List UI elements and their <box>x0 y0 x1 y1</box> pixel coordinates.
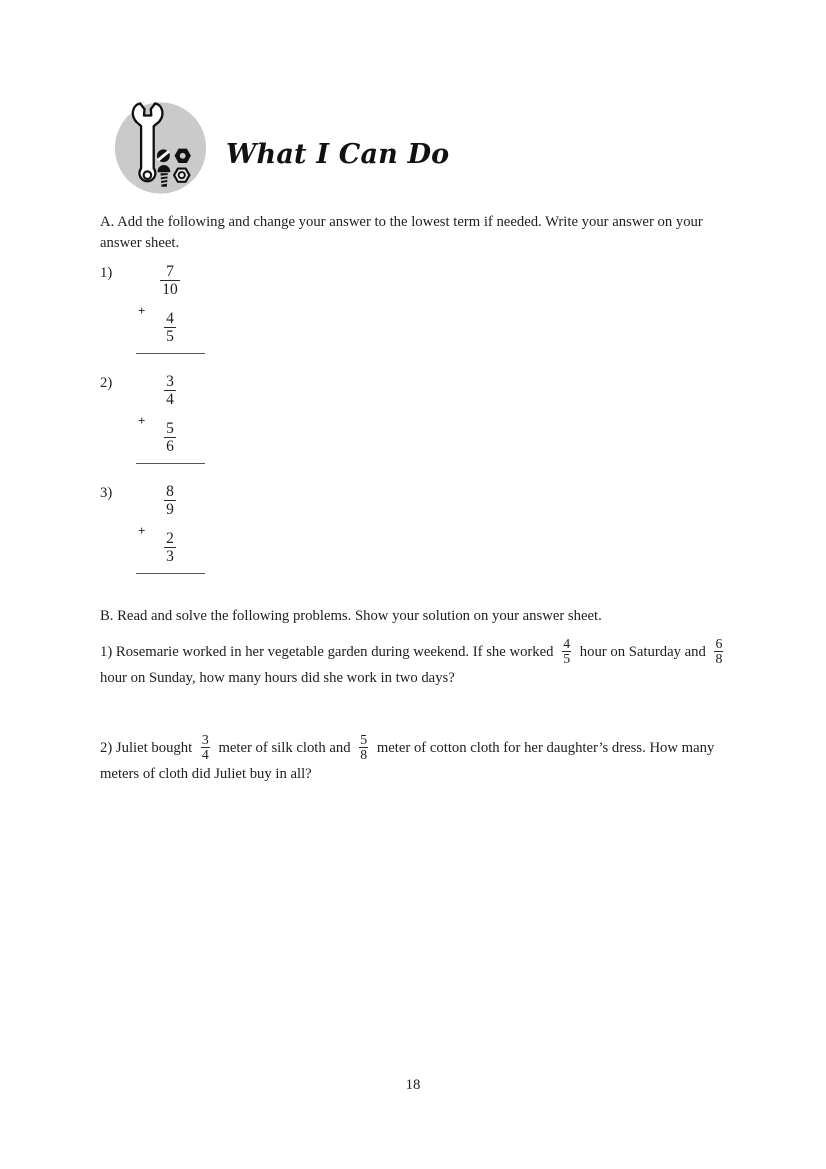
hex-nut-hole <box>180 153 186 159</box>
fraction-addend-1 <box>148 483 192 518</box>
fraction-addend-1 <box>148 373 192 408</box>
denominator: 8 <box>715 651 723 667</box>
addition-problem-2 <box>100 373 250 473</box>
denominator: 4 <box>201 747 209 763</box>
denominator: 4 <box>166 391 174 409</box>
denominator: 5 <box>563 651 571 667</box>
wrench-hole <box>144 171 152 179</box>
numerator: 4 <box>166 310 174 327</box>
inline-fraction <box>714 637 723 666</box>
problem-text: hour on Sunday, how many hours did she work in two days? <box>100 670 455 687</box>
page-number: 18 <box>405 1077 421 1093</box>
numerator: 8 <box>166 483 174 500</box>
denominator: 6 <box>166 438 174 456</box>
numerator: 3 <box>166 373 174 390</box>
answer-line <box>136 573 205 574</box>
wrench-and-nuts-icon <box>112 99 209 197</box>
problem-number: 2) <box>100 375 113 391</box>
fraction-addend-2 <box>148 310 192 345</box>
denominator: 10 <box>162 281 178 299</box>
word-problem-1 <box>100 638 734 689</box>
fraction-addend-2 <box>148 530 192 565</box>
inline-fraction <box>562 637 571 666</box>
denominator: 5 <box>166 328 174 346</box>
inline-fraction <box>201 733 210 762</box>
fraction-addend-1 <box>148 263 192 298</box>
section-b-instruction: B. Read and solve the following problems. Show your solution on your answer sheet. <box>100 608 602 624</box>
problem-text: meter of cotton cloth for her daughter’s dress. How many meters of cloth did Juliet buy in all? <box>100 739 715 783</box>
numerator: 7 <box>166 263 174 280</box>
problem-number: 3) <box>100 485 113 501</box>
page-title: What I Can Do <box>226 139 450 170</box>
plus-operator: + <box>138 413 146 428</box>
answer-line <box>136 353 205 354</box>
numerator: 6 <box>715 636 723 651</box>
bolt-thread <box>161 176 168 177</box>
bolt-thread <box>161 179 167 180</box>
section-a-instruction: A. Add the following and change your answer to the lowest term if needed. Write your answer on your answer sheet. <box>100 214 703 252</box>
word-problem-2 <box>100 734 734 785</box>
outline-hex-nut-hole <box>179 172 185 178</box>
addition-problem-3 <box>100 483 250 583</box>
denominator: 8 <box>360 747 368 763</box>
numerator: 3 <box>201 732 209 747</box>
problem-text: meter of silk cloth and <box>218 739 351 756</box>
numerator: 5 <box>360 732 368 747</box>
denominator: 9 <box>166 501 174 519</box>
numerator: 5 <box>166 420 174 437</box>
problem-text: 2) Juliet bought <box>100 739 193 756</box>
problem-text: hour on Saturday and <box>579 643 706 660</box>
plus-operator: + <box>138 303 146 318</box>
problem-text: 1) Rosemarie worked in her vegetable garden during weekend. If she worked <box>100 643 554 660</box>
numerator: 2 <box>166 530 174 547</box>
addition-problem-1 <box>100 263 250 363</box>
answer-line <box>136 463 205 464</box>
bolt-thread <box>161 183 167 184</box>
problem-number: 1) <box>100 265 113 281</box>
plus-operator: + <box>138 523 146 538</box>
numerator: 4 <box>563 636 571 651</box>
inline-fraction <box>359 733 368 762</box>
denominator: 3 <box>166 548 174 566</box>
fraction-addend-2 <box>148 420 192 455</box>
